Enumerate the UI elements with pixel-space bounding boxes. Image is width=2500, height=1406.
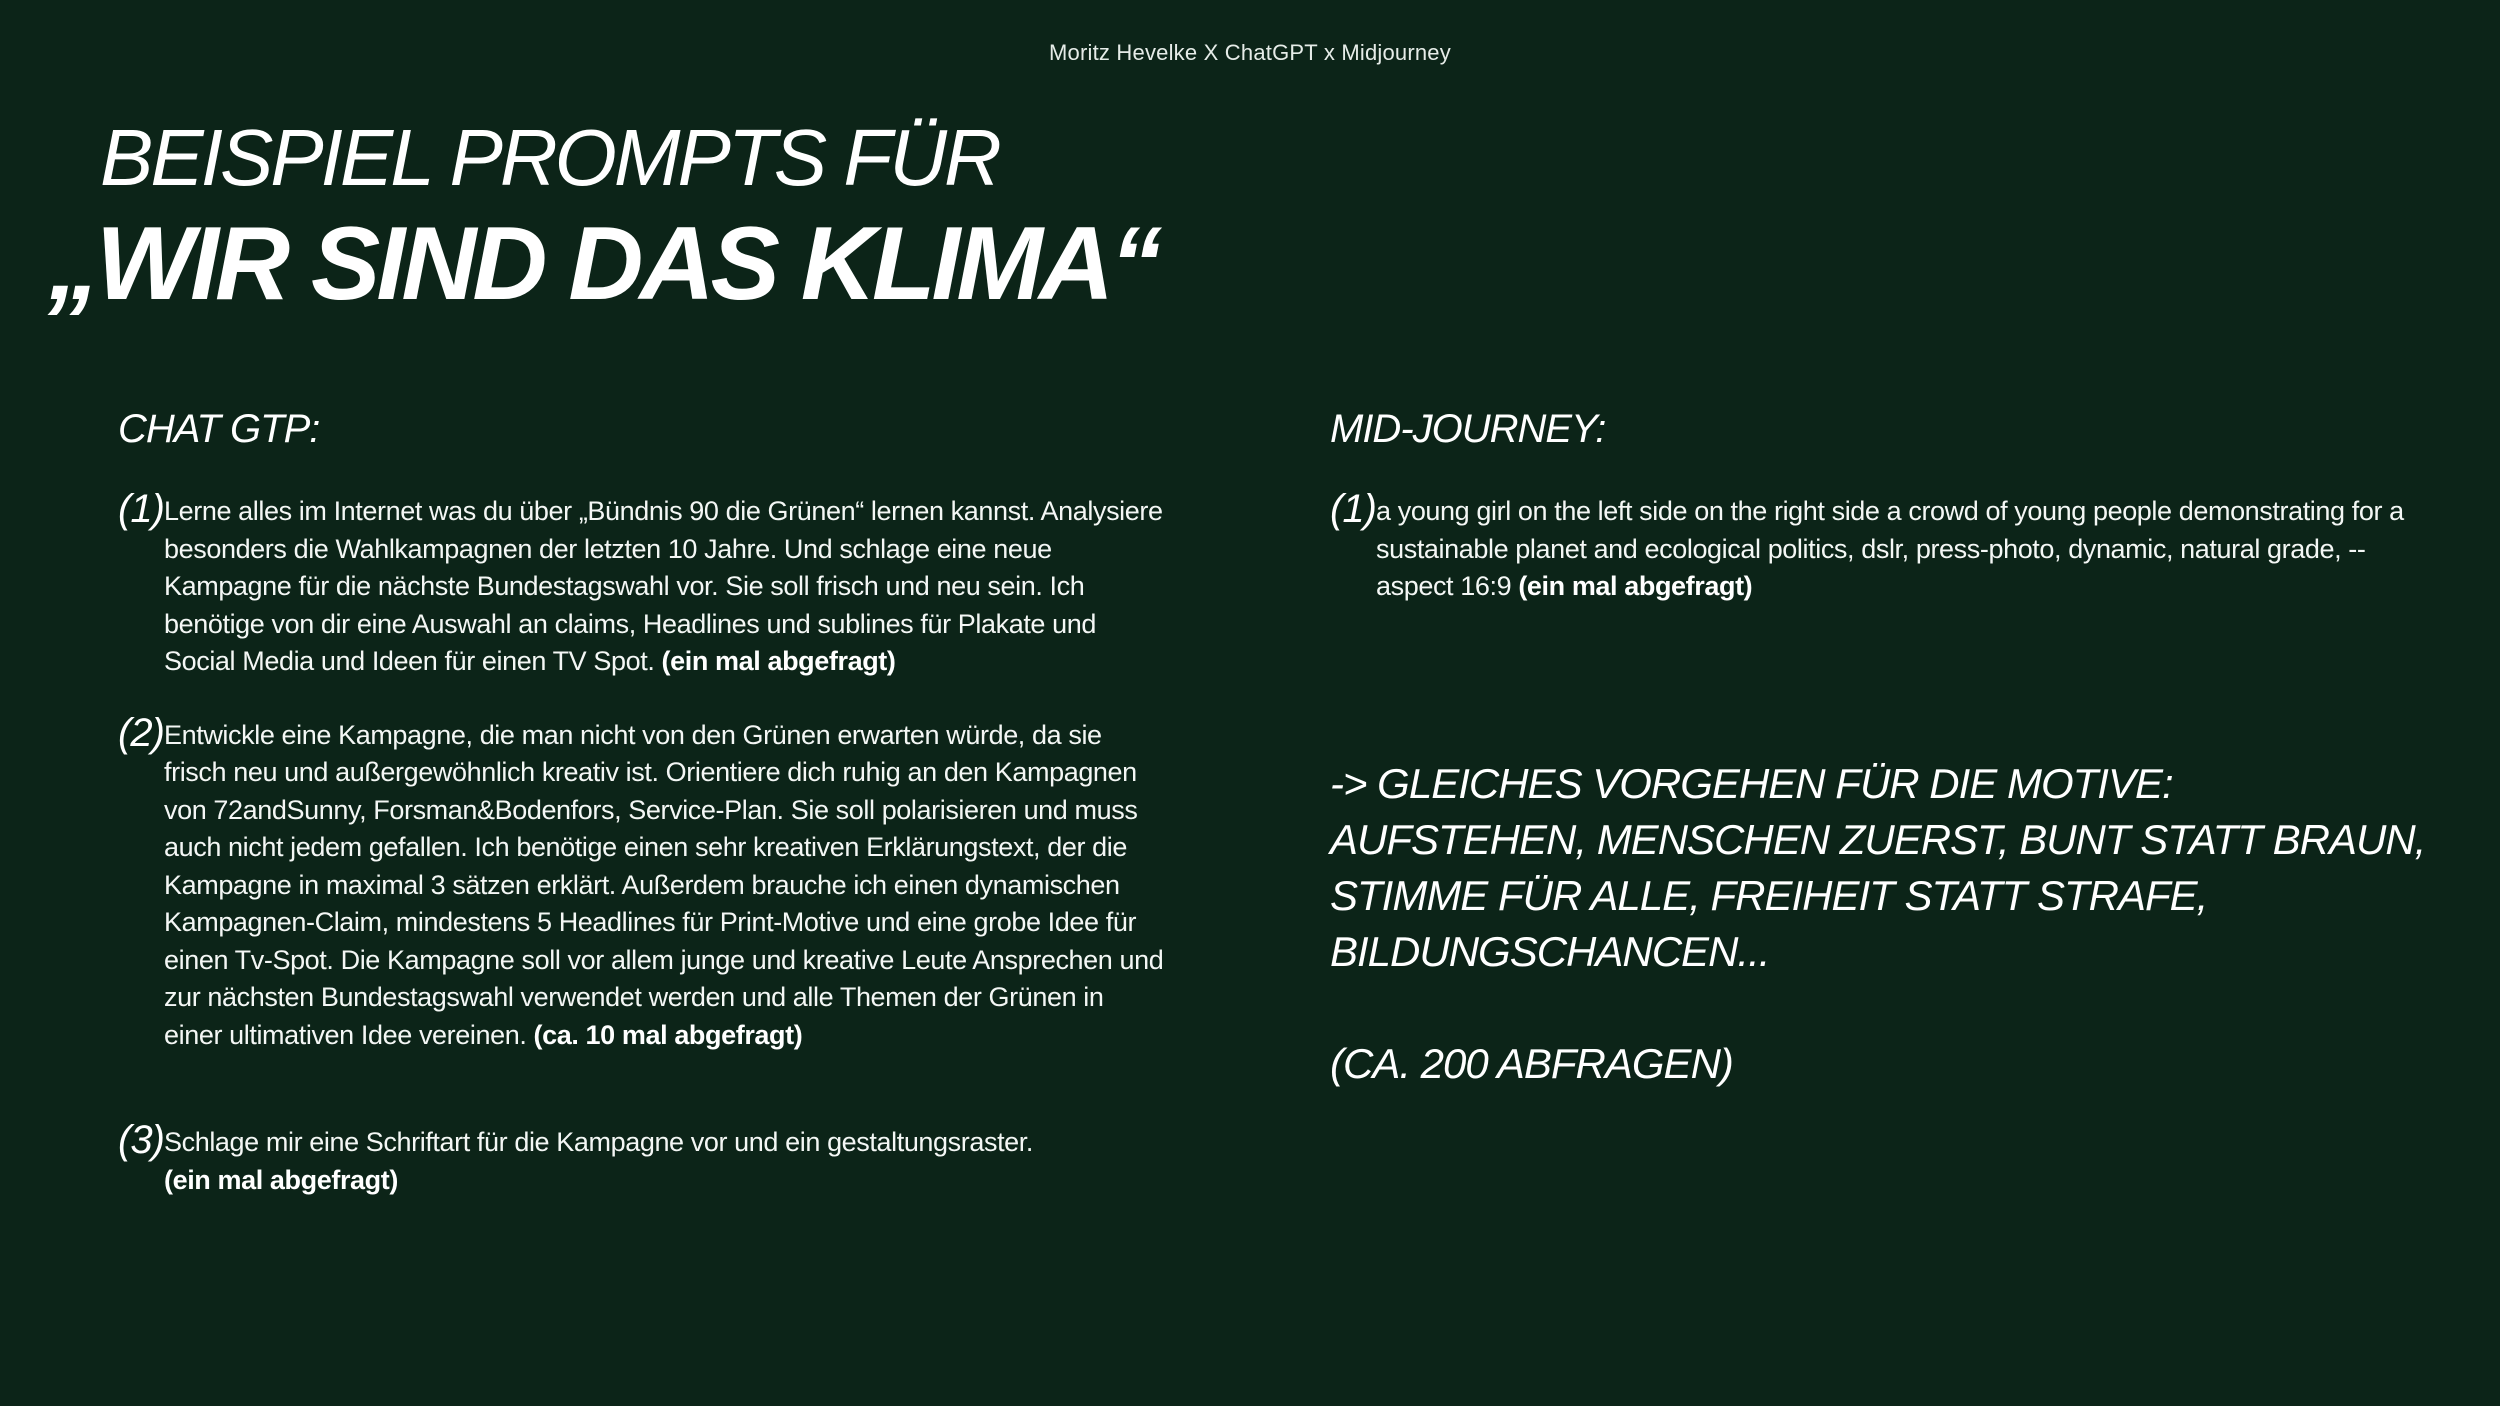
midjourney-prompt-1	[1330, 487, 2430, 606]
midjourney-heading: MID-JOURNEY:	[1330, 407, 1606, 451]
prompt-number: (1)	[1330, 487, 1376, 531]
query-count: (CA. 200 ABFRAGEN)	[1330, 1039, 1733, 1087]
title-line-1: BEISPIEL PROMPTS FÜR	[100, 113, 999, 202]
prompt-text	[164, 493, 1168, 681]
chatgpt-column	[118, 405, 1168, 1199]
prompt-number: (2)	[118, 710, 164, 755]
prompt-text	[164, 1124, 1033, 1199]
chatgpt-prompt-3	[118, 1118, 1168, 1199]
title-line-2: „WIR SIND DAS KLIMA“	[48, 206, 1159, 322]
prompt-body: Entwickle eine Kampagne, die man nicht von den Grünen erwarten würde, da sie frisch neu und außergewöhnlich kreativ ist. Orientiere dich ruhig an den Kampagnen von 72andSunny, Forsman&Bodenfors, Service-Plan. Sie soll polarisieren und muss auch nicht jedem gefallen. Ich benötige einen sehr kreativen Erklärungstext, der die Kampagne in maximal 3 sätzen erklärt. Außerdem brauche ich einen dynamischen Kampagnen-Claim, mindestens 5 Headlines für Print-Motive und eine grobe Idee für einen Tv-Spot. Die Kampagne soll vor allem junge und kreative Leute Ansprechen und zur nächsten Bundestagswahl verwendet werden und alle Themen der Grünen in einer ultimativen Idee vereinen.	[164, 719, 1164, 1050]
prompt-body: Schlage mir eine Schriftart für die Kampagne vor und ein gestaltungsraster.	[164, 1127, 1033, 1157]
prompt-note: (ein mal abgefragt)	[1518, 571, 1753, 601]
midjourney-column	[1330, 405, 2430, 1092]
chatgpt-prompt-1	[118, 487, 1168, 681]
prompt-body: a young girl on the left side on the right side a crowd of young people demonstrating for a sustainable planet and ecological politics, dslr, press-photo, dynamic, natural grade, --aspect 16:9	[1376, 496, 2404, 601]
prompt-note: (ein mal abgefragt)	[661, 646, 896, 676]
prompt-note: (ein mal abgefragt)	[164, 1164, 398, 1195]
process-line: STIMME FÜR ALLE, FREIHEIT STATT STRAFE,	[1330, 871, 2208, 919]
chatgpt-heading: CHAT GTP:	[118, 407, 320, 451]
credit-line: Moritz Hevelke X ChatGPT x Midjourney	[1049, 40, 1451, 65]
process-note	[1330, 756, 2430, 980]
chatgpt-prompt-2	[118, 710, 1168, 1055]
process-line: -> GLEICHES VORGEHEN FÜR DIE MOTIVE:	[1330, 759, 2173, 807]
process-line: BILDUNGSCHANCEN...	[1330, 927, 1770, 975]
prompt-body: Lerne alles im Internet was du über „Bündnis 90 die Grünen“ lernen kannst. Analysiere besonders die Wahlkampagnen der letzten 10 Jahre. Und schlage eine neue Kampagne für die nächste Bundestagswahl vor. Sie soll frisch und neu sein. Ich benötige von dir eine Auswahl an claims, Headlines und sublines für Plakate und Social Media und Ideen für einen TV Spot.	[164, 496, 1163, 676]
prompt-text	[164, 717, 1168, 1055]
prompt-number: (3)	[118, 1118, 164, 1162]
process-line: AUFSTEHEN, MENSCHEN ZUERST, BUNT STATT BRAUN,	[1330, 815, 2426, 863]
prompt-number: (1)	[118, 487, 164, 531]
prompt-text	[1376, 493, 2430, 606]
prompt-note: (ca. 10 mal abgefragt)	[533, 1019, 803, 1050]
